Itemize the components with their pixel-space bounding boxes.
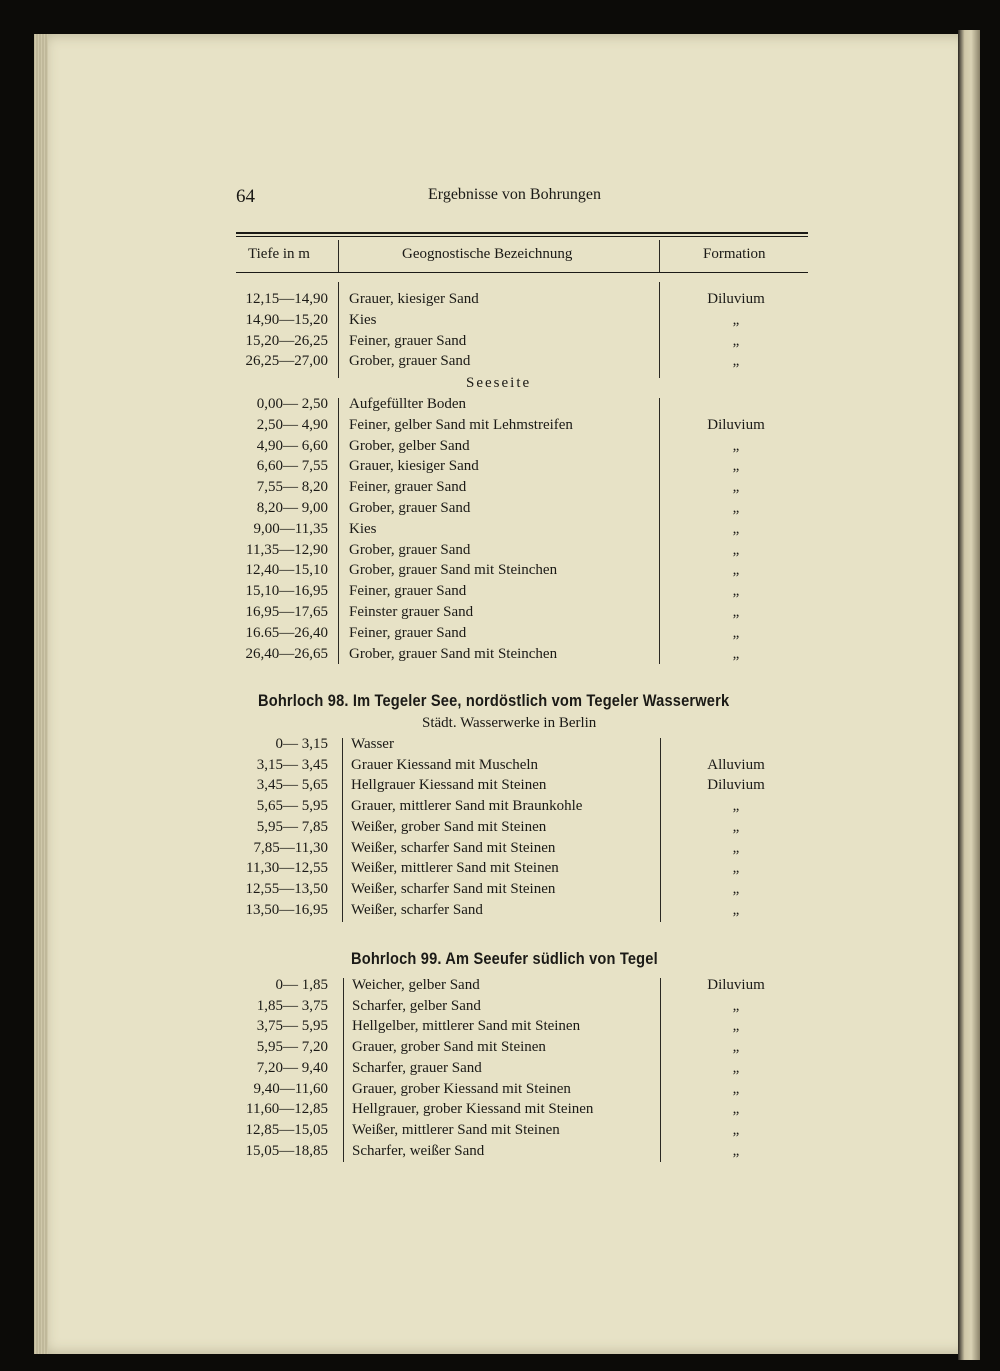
- header-top-rule-thin: [236, 236, 808, 237]
- subheading-seeseite: Seeseite: [466, 375, 532, 391]
- depth-cell: 12,40—15,10: [245, 562, 328, 579]
- description-cell: Weißer, mittlerer Sand mit Steinen: [352, 1121, 560, 1138]
- formation-cell: „: [732, 458, 740, 475]
- description-cell: Feiner, grauer Sand: [349, 479, 467, 496]
- depth-cell: 7,20— 9,40: [256, 1059, 328, 1076]
- description-cell: Grober, grauer Sand: [349, 353, 471, 370]
- depth-cell: 4,90— 6,60: [256, 437, 328, 454]
- section1b-divider-2: [659, 398, 660, 664]
- formation-cell: „: [732, 311, 740, 328]
- depth-cell: 6,60— 7,55: [256, 458, 328, 475]
- description-cell: Scharfer, grauer Sand: [352, 1059, 482, 1076]
- section1b-divider-1: [338, 398, 339, 664]
- description-cell: Weißer, mittlerer Sand mit Steinen: [351, 860, 559, 877]
- formation-cell: „: [732, 353, 740, 370]
- description-cell: Hellgelber, mittlerer Sand mit Steinen: [352, 1018, 581, 1035]
- formation-cell: Alluvium: [707, 756, 765, 773]
- description-cell: Wasser: [351, 736, 394, 752]
- depth-cell: 15,10—16,95: [245, 583, 328, 600]
- depth-cell: 26,25—27,00: [245, 353, 328, 370]
- formation-cell: „: [732, 1039, 740, 1056]
- depth-cell: 11,60—12,85: [246, 1101, 328, 1118]
- formation-cell: „: [732, 880, 740, 897]
- depth-cell: 7,55— 8,20: [256, 479, 328, 496]
- description-cell: Feiner, gelber Sand mit Lehmstreifen: [349, 416, 573, 433]
- description-cell: Grauer, kiesiger Sand: [349, 291, 479, 307]
- depth-cell: 1,85— 3,75: [256, 997, 328, 1014]
- depth-cell: 7,85—11,30: [253, 839, 328, 856]
- formation-cell: „: [732, 1101, 740, 1118]
- formation-cell: „: [732, 604, 740, 620]
- formation-cell: „: [732, 1059, 740, 1076]
- section3-title: Bohrloch 99. Am Seeufer südlich von Tegel: [351, 949, 658, 968]
- formation-cell: „: [732, 437, 740, 454]
- description-cell: Grauer, kiesiger Sand: [349, 458, 479, 475]
- depth-cell: 9,40—11,60: [253, 1080, 328, 1097]
- formation-cell: „: [732, 562, 740, 579]
- depth-cell: 15,20—26,25: [245, 332, 328, 349]
- description-cell: Grauer, grober Kiessand mit Steinen: [352, 1080, 571, 1097]
- description-cell: Grober, grauer Sand mit Steinchen: [349, 645, 558, 662]
- formation-cell: „: [732, 645, 740, 662]
- formation-cell: Diluvium: [707, 416, 765, 433]
- formation-cell: Diluvium: [707, 777, 765, 794]
- description-cell: Weißer, scharfer Sand mit Steinen: [351, 880, 556, 897]
- formation-cell: „: [732, 997, 740, 1014]
- depth-cell: 12,85—15,05: [245, 1121, 328, 1138]
- section1-divider-2: [659, 282, 660, 378]
- description-cell: Grober, grauer Sand mit Steinchen: [349, 562, 558, 579]
- description-cell: Grober, grauer Sand: [349, 500, 471, 516]
- description-cell: Kies: [349, 311, 377, 328]
- section3-divider-1: [343, 978, 344, 1162]
- facing-page-edge: [958, 30, 980, 1360]
- description-cell: Grober, grauer Sand: [349, 541, 471, 558]
- depth-cell: 2,50— 4,90: [256, 416, 328, 433]
- formation-cell: „: [732, 583, 740, 600]
- description-cell: Hellgrauer, grober Kiessand mit Steinen: [352, 1101, 594, 1118]
- depth-cell: 11,35—12,90: [246, 541, 328, 558]
- formation-cell: „: [732, 541, 740, 558]
- description-cell: Feinster grauer Sand: [349, 604, 474, 620]
- header-divider-2: [659, 240, 660, 272]
- section2-title: Bohrloch 98. Im Tegeler See, nordöstlich vom Tegeler Wasserwerk: [258, 691, 730, 710]
- description-cell: Grauer Kiessand mit Muscheln: [351, 756, 539, 773]
- description-cell: Weißer, scharfer Sand mit Steinen: [351, 839, 556, 856]
- depth-cell: 15,05—18,85: [245, 1142, 328, 1159]
- depth-cell: 3,75— 5,95: [256, 1018, 328, 1035]
- formation-cell: „: [732, 479, 740, 496]
- depth-cell: 14,90—15,20: [245, 311, 328, 328]
- formation-cell: „: [732, 332, 740, 349]
- formation-cell: „: [732, 500, 740, 516]
- description-cell: Kies: [349, 520, 377, 537]
- description-cell: Weißer, scharfer Sand: [351, 901, 483, 918]
- description-cell: Weicher, gelber Sand: [352, 977, 480, 993]
- formation-cell: „: [732, 1018, 740, 1035]
- formation-cell: „: [732, 1142, 740, 1159]
- depth-cell: 12,55—13,50: [245, 880, 328, 897]
- formation-cell: „: [732, 839, 740, 856]
- depth-cell: 3,15— 3,45: [256, 756, 328, 773]
- depth-cell: 13,50—16,95: [245, 901, 328, 918]
- column-header-formation: Formation: [703, 246, 766, 262]
- description-cell: Grober, gelber Sand: [349, 437, 470, 454]
- depth-cell: 9,00—11,35: [253, 520, 328, 537]
- description-cell: Weißer, grober Sand mit Steinen: [351, 818, 547, 835]
- depth-cell: 5,65— 5,95: [256, 798, 328, 815]
- header-divider-1: [338, 240, 339, 272]
- header-bottom-rule: [236, 272, 808, 273]
- description-cell: Feiner, grauer Sand: [349, 624, 467, 641]
- formation-cell: Diluvium: [707, 291, 765, 307]
- depth-cell: 5,95— 7,85: [256, 818, 328, 835]
- page-number: 64: [236, 186, 255, 207]
- depth-cell: 5,95— 7,20: [256, 1039, 328, 1056]
- description-cell: Scharfer, weißer Sand: [352, 1142, 485, 1159]
- description-cell: Grauer, grober Sand mit Steinen: [352, 1039, 546, 1056]
- description-cell: Grauer, mittlerer Sand mit Braunkohle: [351, 798, 583, 815]
- depth-cell: 8,20— 9,00: [256, 500, 328, 516]
- formation-cell: „: [732, 798, 740, 815]
- formation-cell: „: [732, 624, 740, 641]
- description-cell: Hellgrauer Kiessand mit Steinen: [351, 777, 547, 794]
- formation-cell: „: [732, 1121, 740, 1138]
- column-header-description: Geognostische Bezeichnung: [402, 246, 573, 262]
- depth-cell: 3,45— 5,65: [256, 777, 328, 794]
- depth-cell: 16,95—17,65: [245, 604, 328, 620]
- description-cell: Scharfer, gelber Sand: [352, 997, 481, 1014]
- section2-subtitle: Städt. Wasserwerke in Berlin: [422, 715, 597, 731]
- depth-cell: 0— 3,15: [275, 736, 328, 752]
- depth-cell: 11,30—12,55: [246, 860, 328, 877]
- description-cell: Aufgefüllter Boden: [349, 396, 467, 412]
- depth-cell: 26,40—26,65: [245, 645, 328, 662]
- formation-cell: Diluvium: [707, 977, 765, 993]
- header-top-rule: [236, 232, 808, 234]
- formation-cell: „: [732, 818, 740, 835]
- column-header-depth: Tiefe in m: [248, 246, 310, 262]
- description-cell: Feiner, grauer Sand: [349, 583, 467, 600]
- formation-cell: „: [732, 860, 740, 877]
- section2-divider-1: [342, 738, 343, 922]
- depth-cell: 0— 1,85: [275, 977, 328, 993]
- formation-cell: „: [732, 520, 740, 537]
- section1-divider-1: [338, 282, 339, 378]
- formation-cell: „: [732, 1080, 740, 1097]
- depth-cell: 16.65—26,40: [245, 624, 328, 641]
- page-gutter: [34, 34, 48, 1354]
- description-cell: Feiner, grauer Sand: [349, 332, 467, 349]
- formation-cell: „: [732, 901, 740, 918]
- depth-cell: 0,00— 2,50: [256, 396, 328, 412]
- running-title: Ergebnisse von Bohrungen: [428, 186, 602, 203]
- depth-cell: 12,15—14,90: [245, 291, 328, 307]
